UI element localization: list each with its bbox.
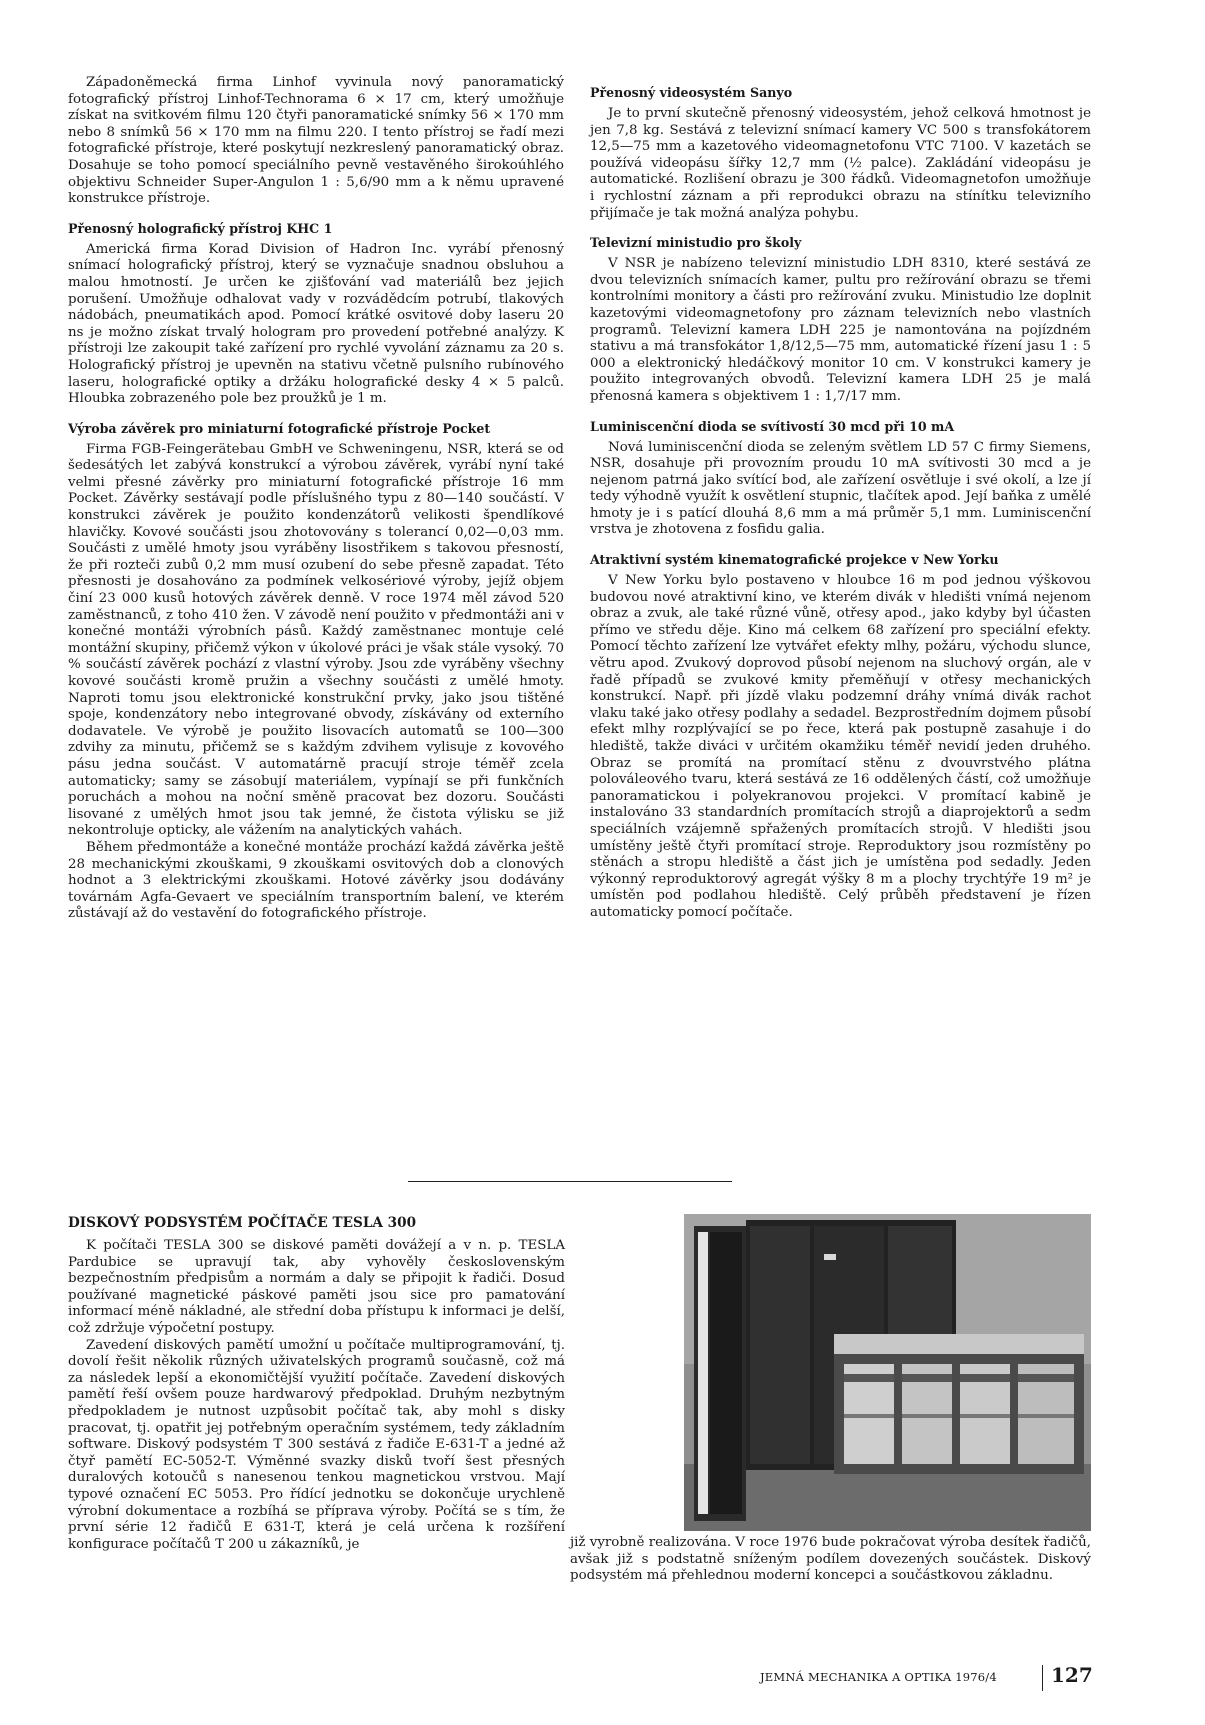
- computer-room-illustration: [684, 1214, 1091, 1531]
- article-paragraph: Zavedení diskových pamětí umožní u počítače multiprogramování, tj. dovolí řešit několik různých uživatelských programů současně, což má za následek lepší a ekonomičtější využití počítače. Zavedení diskových pamětí řeší ovšem pouze hardwarový předpoklad. Druhým nezbytným předpokladem je nutnost uzpůsobit počítač tak, aby mohl s disky pracovat, tj. opatřit jej potřebným operačním systémem, tedy základním software. Diskový podsystém T 300 sestává z řadiče E-631-T a jedné až čtyř pamětí EC-5052-T. Výměnné svazky disků tvoří šest přesných duralových kotoučů s nanesenou tenkou magnetickou vrstvou. Mají typové označení EC 5053. Pro řídící jednotku se dokončuje urychleně výrobní dokumentace a rozbíhá se příprava výroby. Počítá se s tím, že první série 12 řadičů E 631-T, která je celá určena k rozšíření konfigurace počítačů T 200 u zákazníků, je: [68, 1337, 565, 1552]
- right-column: [590, 85, 1091, 922]
- tesla-article-continuation: [570, 1535, 1091, 1585]
- article-paragraph: V New Yorku bylo postaveno v hloubce 16 m pod jednou výškovou budovou nové atraktivní kino, ve kterém divák v hledišti vnímá nejenom obraz a zvuk, ale také různé vůně, otřesy apod., jako kdyby byl účasten přímo ve středu děje. Kino má celkem 68 zařízení pro speciální efekty. Pomocí těchto zařízení lze vytvářet efekty mlhy, požáru, východu slunce, větru apod. Zvukový doprovod působí nejenom na sluchový orgán, ale v řadě případů se zvukové kmity přeměňují v otřesy mechanických konstrukcí. Např. při jízdě vlaku podzemní dráhy vnímá divák rachot vlaku také jako otřesy podlahy a sedadel. Bezprostředním dojmem působí efekt mlhy rozplývající se po řece, která pak postupně zasahuje i do hlediště, takže diváci v určitém okamžiku téměř nevidí jeden druhého. Obraz se promítá na promítací stěnu z dvouvrstvého plátna polováleového tvaru, která sestává ze 16 oddělených částí, což umožňuje panoramatickou i polyekranovou projekci. V promítací kabině je instalováno 33 standardních promítacích strojů a diaprojektorů a sedm speciálních vzájemně spřažených promítacích strojů. V hledišti jsou umístěny ještě čtyři promítací stroje. Reproduktory jsou rozmístěny po stěnách a stropu hlediště a část jich je umístěna pod sedadly. Jeden výkonný reproduktorový agregát výšky 8 m a plochy trychtýře 19 m² je umístěn pod podlahou hlediště. Celý průběh představení je řízen automaticky pomocí počítače.: [590, 573, 1091, 920]
- tesla-article: [68, 1215, 565, 1553]
- article-title: DISKOVÝ PODSYSTÉM POČÍTAČE TESLA 300: [68, 1215, 417, 1231]
- article-paragraph: již vyrobně realizována. V roce 1976 bude pokračovat výroba desítek řadičů, avšak již s podstatně sníženým podílem dovezených součástek. Diskový podsystém má přehlednou moderní koncepci a součástkovou základnu.: [570, 1535, 1091, 1584]
- article-paragraph: Firma FGB-Feingerätebau GmbH ve Schweningenu, NSR, která se od šedesátých let zabývá konstrukcí a výrobou závěrek, vyrábí nyní také velmi přesné závěrky pro miniaturní fotografické přístroje 16 mm Pocket. Závěrky sestávají podle příslušného typu z 80—140 součástí. V konstrukci závěrek je použito kondenzátorů velikosti špendlíkové hlavičky. Kovové součásti jsou zhotovovány s tolerancí 0,02—0,03 mm. Součásti z umělé hmoty jsou vyráběny lisostřikem s takovou přesností, že při rozteči zubů 0,2 mm musí ozubení do sebe přesně zapadat. Této přesnosti je dosahováno za podmínek velkosériové výroby, jejíž objem činí 23 000 kusů hotových závěrek denně. V roce 1974 měl závod 520 zaměstnanců, z toho 410 žen. V závodě není použito v předmontáži ani v konečné montáži výrobních pásů. Každý zaměstnanec montuje celé montážní skupiny, přičemž výkon v úkolové práci je však stále vysoký. 70 % součástí závěrek pochází z vlastní výroby. Jsou zde vyráběny všechny kovové součásti kromě pružin a všechny součásti z umělé hmoty. Naproti tomu jsou elektronické konstrukční prvky, jako jsou tištěné spoje, kondenzátory nebo integrované obvody, získávány od externího dodavatele. Ve výrobě je použito lisovacích automatů se 100—300 zdvihy za minutu, přičemž se s každým zdvihem vylisuje z kovového pásu jedna součást. V automatárně pracují stroje téměř zcela automaticky; samy se zásobují materiálem, vypínají se při funkčních poruchách a mohou na noční směně pracovat bez dozoru. Součásti lisované z umělých hmot jsou tak jemné, že čistota výlisku se již nekontroluje opticky, ale vážením na analytických vahách.: [68, 441, 564, 839]
- section-heading: Atraktivní systém kinematografické projekce v New Yorku: [590, 552, 999, 568]
- page-footer: [760, 1661, 1091, 1691]
- section-heading: Luminiscenční dioda se svítivostí 30 mcd při 10 mA: [590, 418, 955, 434]
- article-paragraph: Nová luminiscenční dioda se zeleným světlem LD 57 C firmy Siemens, NSR, dosahuje při provozním proudu 10 mA svítivosti 30 mcd a je nejenom patrná jako svítící bod, ale zařízení osvětluje i své okolí, a lze jí tedy výhodně využít k osvětlení stupnic, tlačítek apod. Její baňka z umělé hmoty je i s patící dlouhá 8,6 mm a má průměr 5,1 mm. Luminiscenční vrstva je zhotovena z fosfidu galia.: [590, 439, 1091, 538]
- article-paragraph: Během předmontáže a konečné montáže prochází každá závěrka ještě 28 mechanickými zkouškami, 9 zkouškami osvitových dob a clonových hodnot a 3 elektrickými zkouškami. Hotové závěrky jsou dodávány továrnám Agfa-Gevaert ve speciálním transportním balení, ve kterém zůstávají až do vestavění do fotografického přístroje.: [68, 839, 564, 922]
- left-column: [68, 75, 564, 923]
- journal-name: JEMNÁ MECHANIKA A OPTIKA 1976/4: [760, 1670, 997, 1684]
- computer-photo: [684, 1214, 1091, 1531]
- article-paragraph: V NSR je nabízeno televizní ministudio LDH 8310, které sestává ze dvou televizních snímacích kamer, pultu pro režírování obrazu se třemi kontrolními monitory a části pro režírování zvuku. Ministudio lze doplnit kazetovými videomagnetofony pro záznam televizních nebo vlastních programů. Televizní kamera LDH 225 je namontována na pojízdném stativu a má transfokátor 1,8/12,5—75 mm, automatické řízení jasu 1 : 5 000 a elektronický hledáčkový monitor 10 cm. V konstrukci kamery je použito integrovaných obvodů. Televizní kamera LDH 25 je malá přenosná kamera s objektivem 1 : 1,7/17 mm.: [590, 256, 1091, 404]
- section-heading: Televizní ministudio pro školy: [590, 235, 802, 251]
- section-heading: Přenosný videosystém Sanyo: [590, 85, 793, 100]
- article-paragraph: Americká firma Korad Division of Hadron Inc. vyrábí přenosný snímací holografický přístroj, který se vyznačuje snadnou obsluhou a malou hmotností. Je určen ke zjišťování vad materiálů bez jejich porušení. Umožňuje odhalovat vady v rozvádědcím potrubí, tlakových nádobách, pneumatikách apod. Pomocí krátké osvitové doby laseru 20 ns je možno získat trvalý hologram pro provedení potřebné analýzy. K přístroji lze zakoupit také zařízení pro rychlé vyvolání záznamu za 20 s. Holografický přístroj je upevněn na stativu včetně pulsního rubínového laseru, holografické optiky a držáku holografické desky 4 × 5 palců. Hloubka zobrazeného pole bez proužků je 1 m.: [68, 241, 564, 407]
- linhof-paragraph: Západoněmecká firma Linhof vyvinula nový panoramatický fotografický přístroj Linhof-Technorama 6 × 17 cm, který umožňuje získat na svitkovém filmu 120 čtyři panoramatické snímky 56 × 170 mm nebo 8 snímků 56 × 170 mm na filmu 220. I tento přístroj se řadí mezi fotografické přístroje, které poskytují nezkreslený panoramatický obraz. Dosahuje se toho pomocí speciálního pevně vestavěného širokoúhlého objektivu Schneider Super-Angulon 1 : 5,6/90 mm a k němu upravené konstrukce přístroje.: [68, 75, 564, 207]
- footer-divider: [1042, 1665, 1043, 1691]
- section-heading: Výroba závěrek pro miniaturní fotografické přístroje Pocket: [68, 420, 491, 436]
- page-number: 127: [1051, 1663, 1093, 1687]
- article-paragraph: Je to první skutečně přenosný videosystém, jehož celková hmotnost je jen 7,8 kg. Sestává z televizní snímací kamery VC 500 s transfokátorem 12,5—75 mm a kazetového videomagnetofonu VTC 7100. V kazetách se používá videopásu šířky 12,7 mm (½ palce). Zakládání videopásu je automatické. Rozlišení obrazu je 300 řádků. Videomagnetofon umožňuje i rychlostní záznam a při reprodukci obrazu na stínítku televizního přijímače je tak možná analýza pohybu.: [590, 106, 1091, 221]
- article-paragraph: K počítači TESLA 300 se diskové paměti dovážejí a v n. p. TESLA Pardubice se upravují tak, aby vyhověly československým bezpečnostním předpisům a normám a daly se připojit k řadiči. Dosud používané magnetické páskové paměti jsou sice pro pamatování informací méně nákladné, ale střední doba přístupu k informaci je delší, což zdržuje výpočetní postupy.: [68, 1238, 565, 1336]
- section-divider: [408, 1181, 732, 1182]
- section-heading: Přenosný holografický přístroj KHC 1: [68, 220, 333, 236]
